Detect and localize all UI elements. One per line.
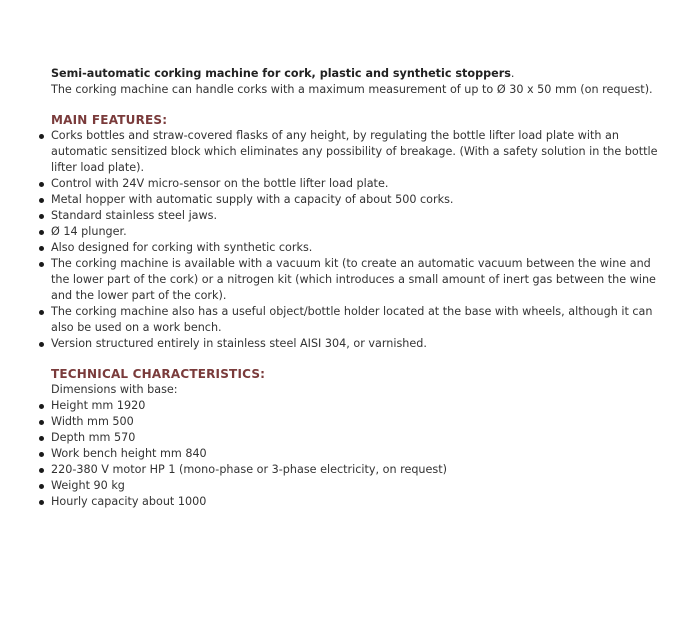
bullet-icon xyxy=(39,420,44,425)
list-item-text: Weight 90 kg xyxy=(51,479,125,492)
list-item-text: Corks bottles and straw-covered flasks of any height, by regulating the bottle lifter load plate with an automatic sensitized block which eliminates any possibility of breakage. (With a safety solution in the bottle lifter load plate). xyxy=(51,129,658,174)
product-description xyxy=(51,66,671,510)
list-item xyxy=(51,128,671,176)
list-item xyxy=(51,240,671,256)
spacer xyxy=(51,98,671,112)
intro-title-period: . xyxy=(510,67,515,80)
bullet-icon xyxy=(39,404,44,409)
dimensions-subheading: Dimensions with base: xyxy=(51,383,178,396)
main-features-list xyxy=(51,128,671,352)
list-item-text: Control with 24V micro-sensor on the bottle lifter load plate. xyxy=(51,177,389,190)
list-item-text: Height mm 1920 xyxy=(51,399,146,412)
bullet-icon xyxy=(39,230,44,235)
list-item xyxy=(51,336,671,352)
list-item-text: Depth mm 570 xyxy=(51,431,136,444)
bullet-icon xyxy=(39,262,44,267)
list-item xyxy=(51,446,671,462)
bullet-icon xyxy=(39,246,44,251)
list-item xyxy=(51,414,671,430)
list-item xyxy=(51,462,671,478)
list-item xyxy=(51,478,671,494)
bullet-icon xyxy=(39,310,44,315)
bullet-icon xyxy=(39,468,44,473)
list-item xyxy=(51,208,671,224)
bullet-icon xyxy=(39,452,44,457)
list-item xyxy=(51,256,671,304)
bullet-icon xyxy=(39,436,44,441)
intro-title-line xyxy=(51,66,671,82)
spacer xyxy=(51,352,671,366)
list-item-text: The corking machine is available with a vacuum kit (to create an automatic vacuum between the wine and the lower part of the cork) or a nitrogen kit (which introduces a small amount of inert gas between the wine and the lower part of the cork). xyxy=(51,257,656,302)
list-item xyxy=(51,494,671,510)
list-item-text: The corking machine also has a useful object/bottle holder located at the base with wheels, although it can also be used on a work bench. xyxy=(51,305,653,334)
bullet-icon xyxy=(39,214,44,219)
technical-characteristics-list xyxy=(51,398,671,510)
intro-text: The corking machine can handle corks with a maximum measurement of up to Ø 30 x 50 mm (on request). xyxy=(51,83,653,96)
list-item xyxy=(51,430,671,446)
list-item xyxy=(51,176,671,192)
list-item-text: Work bench height mm 840 xyxy=(51,447,207,460)
bullet-icon xyxy=(39,484,44,489)
list-item-text: Standard stainless steel jaws. xyxy=(51,209,218,222)
bullet-icon xyxy=(39,134,44,139)
bullet-icon xyxy=(39,500,44,505)
list-item-text: Width mm 500 xyxy=(51,415,134,428)
main-features-heading: MAIN FEATURES: xyxy=(51,113,168,127)
bullet-icon xyxy=(39,198,44,203)
list-item xyxy=(51,192,671,208)
list-item-text: Hourly capacity about 1000 xyxy=(51,495,207,508)
list-item-text: Version structured entirely in stainless steel AISI 304, or varnished. xyxy=(51,337,427,350)
intro-block xyxy=(51,66,671,98)
bullet-icon xyxy=(39,342,44,347)
bullet-icon xyxy=(39,182,44,187)
list-item-text: 220-380 V motor HP 1 (mono-phase or 3-phase electricity, on request) xyxy=(51,463,447,476)
list-item-text: Ø 14 plunger. xyxy=(51,225,127,238)
technical-characteristics-heading: TECHNICAL CHARACTERISTICS: xyxy=(51,367,266,381)
list-item xyxy=(51,398,671,414)
intro-title: Semi-automatic corking machine for cork, plastic and synthetic stoppers xyxy=(51,67,511,80)
list-item xyxy=(51,304,671,336)
list-item-text: Also designed for corking with synthetic corks. xyxy=(51,241,313,254)
list-item-text: Metal hopper with automatic supply with a capacity of about 500 corks. xyxy=(51,193,454,206)
list-item xyxy=(51,224,671,240)
